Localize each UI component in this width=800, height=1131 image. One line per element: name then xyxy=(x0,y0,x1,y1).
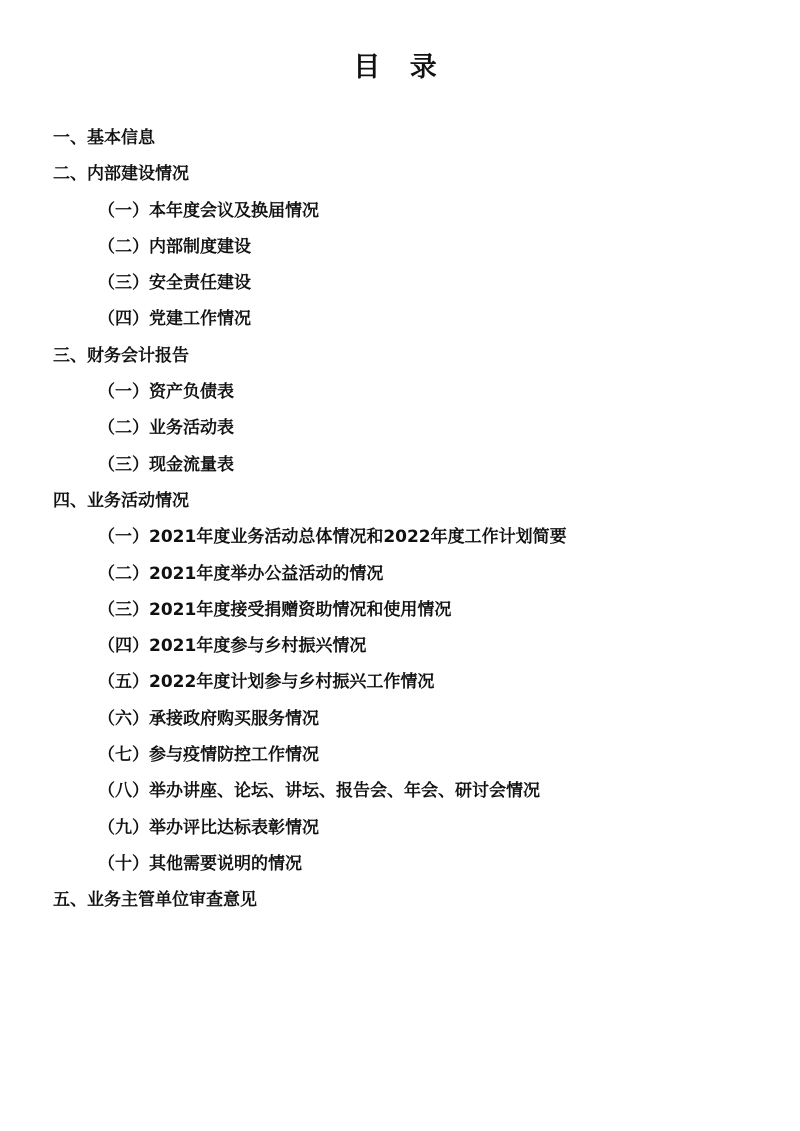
toc-subsection-item: （三）现金流量表 xyxy=(98,454,234,475)
toc-section-item: 四、业务活动情况 xyxy=(53,490,189,511)
toc-section-item: 三、财务会计报告 xyxy=(53,345,189,366)
toc-subsection-item: （九）举办评比达标表彰情况 xyxy=(98,817,319,838)
toc-section-item: 二、内部建设情况 xyxy=(53,164,189,185)
toc-subsection-item: （八）举办讲座、论坛、讲坛、报告会、年会、研讨会情况 xyxy=(98,781,540,802)
toc-subsection-item: （二）内部制度建设 xyxy=(98,236,251,257)
page-title: 目 录 xyxy=(353,52,447,83)
toc-subsection-item: （三）2021年度接受捐赠资助情况和使用情况 xyxy=(98,599,452,620)
toc-section-item: 一、基本信息 xyxy=(53,128,155,148)
toc-subsection-item: （四）党建工作情况 xyxy=(98,309,251,330)
toc-subsection-item: （二）业务活动表 xyxy=(98,418,234,439)
toc-section-item: 五、业务主管单位审查意见 xyxy=(53,890,257,911)
toc-subsection-item: （三）安全责任建设 xyxy=(98,273,251,294)
toc-subsection-item: （五）2022年度计划参与乡村振兴工作情况 xyxy=(98,672,435,693)
toc-subsection-item: （一）2021年度业务活动总体情况和2022年度工作计划简要 xyxy=(98,527,567,548)
table-of-contents xyxy=(0,120,800,919)
toc-subsection-item: （十）其他需要说明的情况 xyxy=(98,853,302,874)
toc-subsection-item: （一）本年度会议及换届情况 xyxy=(98,200,319,221)
toc-subsection-item: （二）2021年度举办公益活动的情况 xyxy=(98,563,384,584)
toc-subsection-item: （四）2021年度参与乡村振兴情况 xyxy=(98,636,367,657)
toc-subsection-item: （七）参与疫情防控工作情况 xyxy=(98,745,319,766)
toc-subsection-item: （一）资产负债表 xyxy=(98,382,234,403)
toc-subsection-item: （六）承接政府购买服务情况 xyxy=(98,708,319,729)
